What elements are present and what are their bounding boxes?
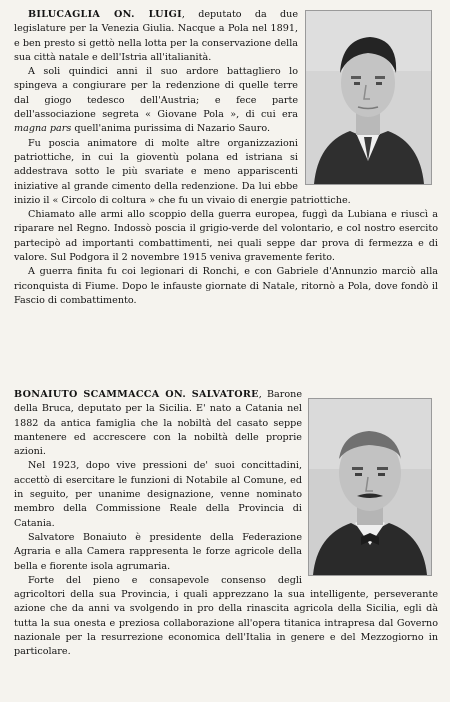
bio-paragraph-3: Fu poscia animatore di molte altre organizzazioni patriottiche, in cui la gioventù polana ed istriana si addestrava sotto le più svariate e meno appariscenti iniziative al grande cimento della redenzione. Da lui ebbe inizio il « Circolo di coltura » che fu un vivaio di energie patriottiche. xyxy=(14,137,351,206)
deputy-name: BONAIUTO SCAMMACCA ON. SALVATORE xyxy=(14,389,259,400)
bio-paragraph-3: Salvatore Bonaiuto è presidente della Federazione Agraria e alla Camera rappresenta le forze agricole della bella e fiorente isola agrumaria. xyxy=(14,531,302,572)
bio-lead-text: , deputato da due legislature per la Venezia Giulia. Nacque a Pola nel 1891, e ben presto si gettò nella lotta per la conservazione della sua città natale e dell'Istria all'italianità. xyxy=(14,9,298,63)
biography-entry-bonaiuto-scammacca xyxy=(0,382,450,702)
bio-paragraph-5: A guerra finita fu coi legionari di Ronchi, e con Gabriele d'Annunzio marciò alla riconquista di Fiume. Dopo le infauste giornate di Natale, ritornò a Pola, dove fondò il Fascio di combattimento. xyxy=(14,266,438,306)
biography-text-bilucaglia xyxy=(14,8,438,308)
portrait-spacer xyxy=(302,388,438,574)
bio-lead-text: , Barone della Bruca, deputato per la Sicilia. E' nato a Catania nel 1882 da antica famiglia che la nobiltà del casato seppe mantenere ed accrescere con la nobiltà delle proprie azioni. xyxy=(14,389,302,458)
bio-text: quell'anima purissima di Nazario Sauro. xyxy=(71,123,271,135)
bio-paragraph-4: Chiamato alle armi allo scoppio della guerra europea, fuggì da Lubiana e riuscì a riparare nel Regno. Indossò poscia il grigio-verde del volontario, e col nostro esercito partecipò ad importanti combattimenti, nei quali seppe dar prova di fermezza e di valore. Sul Podgora il 2 novembre 1915 veniva gravemente ferito. xyxy=(14,209,438,264)
bio-emphasis: magna pars xyxy=(14,123,72,135)
deputy-name: BILUCAGLIA ON. LUIGI xyxy=(28,9,182,20)
bio-paragraph-4: Forte del pieno e consapevole consenso degli agricoltori della sua Provincia, i quali apprezzano la sua intelligente, perseverante azione che da anni va svolgendo in pro della rinascita agricola della Sicilia, egli dà tutta la sua onesta e preziosa collaborazione all'opera titanica intrapresa dal Governo nazionale per la resurrezione economica dell'Italia in genere e del Mezzogiorno in particolare. xyxy=(14,574,438,658)
biography-text-bonaiuto xyxy=(14,388,438,660)
bio-text: A soli quindici anni il suo ardore battagliero lo spingeva a congiurare per la redenzione di quelle terre dal giogo tedesco dell'Austria; e fece parte dell'associazione segreta « Giovane Pola », di cui era xyxy=(14,66,298,121)
bio-paragraph-2: Nel 1923, dopo vive pressioni de' suoi concittadini, accettò di esercitare le funzioni di Notabile al Comune, ed in seguito, per unanime designazione, venne nominato membro della Commissione Reale della Provincia di Catania. xyxy=(14,460,302,529)
portrait-spacer xyxy=(298,8,438,186)
